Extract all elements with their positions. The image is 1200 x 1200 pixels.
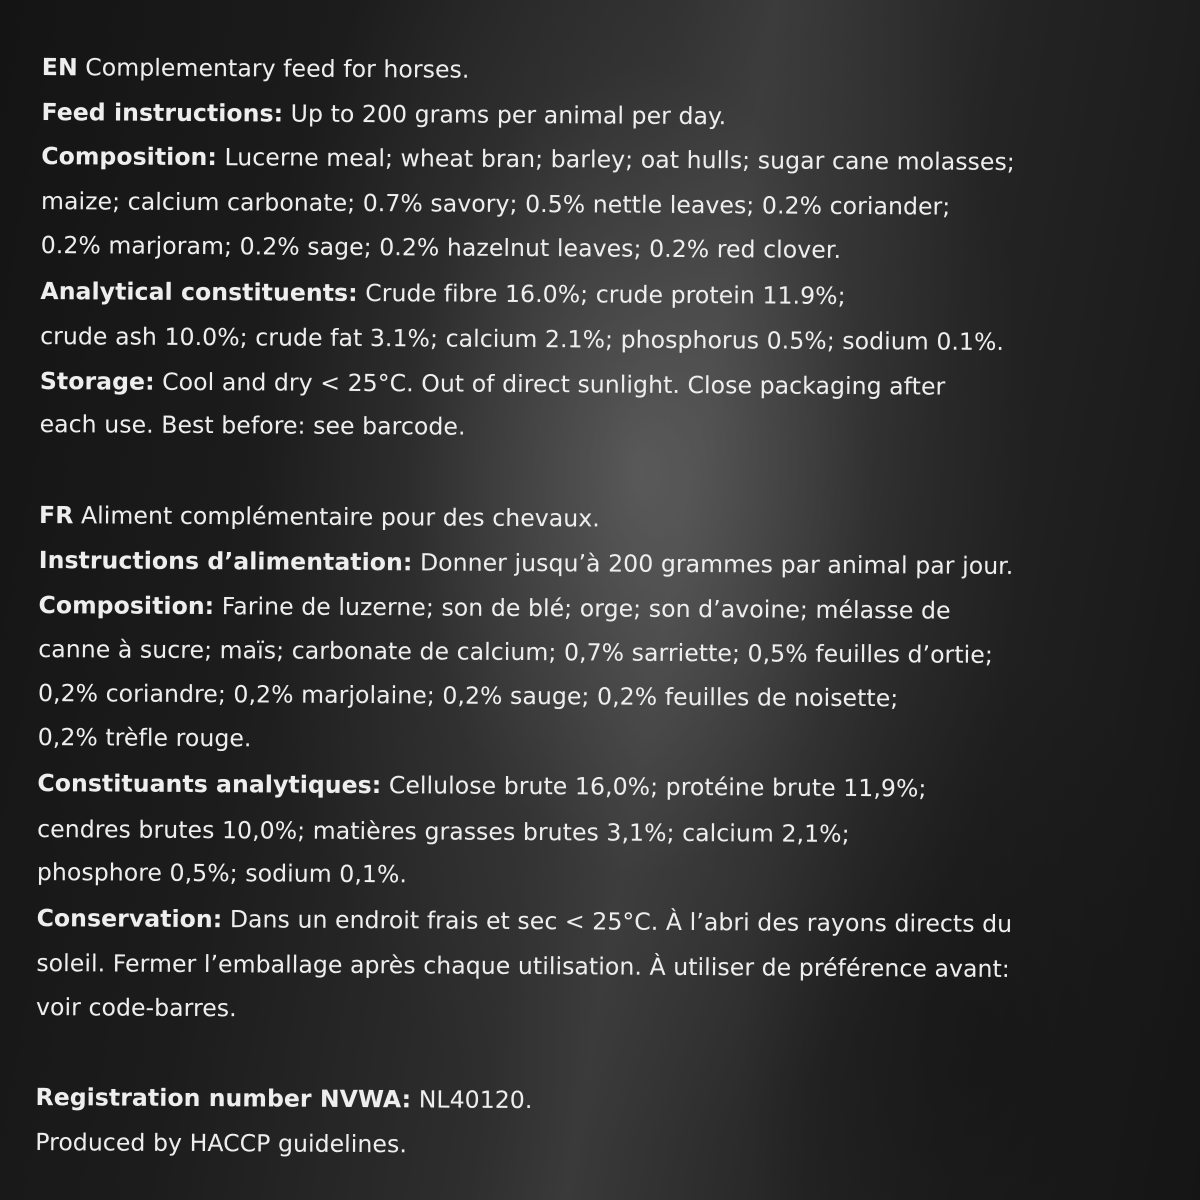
en-composition-line-1 <box>41 141 1015 177</box>
en-feed-instructions-line <box>41 97 726 131</box>
fr-analytical-label: Constituants analytiques: <box>37 768 382 800</box>
en-feed-text: Up to 200 grams per animal per day. <box>290 99 727 131</box>
en-composition-line-3: 0.2% marjoram; 0.2% sage; 0.2% hazelnut leaves; 0.2% red clover. <box>40 231 842 264</box>
en-composition-line-2: maize; calcium carbonate; 0.7% savory; 0.5% nettle leaves; 0.2% coriander; <box>40 187 951 221</box>
fr-composition-line-4: 0,2% trèfle rouge. <box>37 722 252 753</box>
fr-title: Aliment complémentaire pour des chevaux. <box>80 501 601 533</box>
fr-feed-text: Donner jusqu’à 200 grammes par animal par jour. <box>419 548 1014 580</box>
fr-lang-code: FR <box>39 501 74 530</box>
en-feed-label: Feed instructions: <box>41 98 284 128</box>
fr-feed-instructions-line <box>39 545 1014 581</box>
en-analytical-text-1: Crude fibre 16.0%; crude protein 11.9%; <box>365 278 846 310</box>
registration-line <box>35 1082 532 1115</box>
en-title: Complementary feed for horses. <box>85 53 470 84</box>
en-composition-label: Composition: <box>41 142 218 172</box>
en-storage-line-2: each use. Best before: see barcode. <box>39 410 466 441</box>
en-storage-line-1 <box>40 366 946 402</box>
registration-label: Registration number NVWA: <box>35 1082 412 1114</box>
fr-storage-label: Conservation: <box>36 903 223 934</box>
fr-composition-line-2: canne à sucre; maïs; carbonate de calcium; 0,7% sarriette; 0,5% feuilles d’ortie; <box>38 635 993 669</box>
fr-composition-label: Composition: <box>38 591 215 621</box>
fr-analytical-line-3: phosphore 0,5%; sodium 0,1%. <box>36 857 408 889</box>
fr-storage-line-2: soleil. Fermer l’emballage après chaque utilisation. À utiliser de préférence avant: <box>36 948 1010 983</box>
fr-analytical-text-1: Cellulose brute 16,0%; protéine brute 11,9%; <box>388 771 927 803</box>
fr-analytical-line-1 <box>37 768 926 803</box>
en-lang-code: EN <box>41 53 78 82</box>
en-storage-label: Storage: <box>39 367 155 396</box>
fr-storage-line-3: voir code-barres. <box>36 992 237 1023</box>
en-analytical-label: Analytical constituents: <box>40 277 358 307</box>
en-title-line <box>42 52 470 85</box>
fr-storage-line-1 <box>37 903 1013 939</box>
en-storage-text-1: Cool and dry < 25°C. Out of direct sunlight. Close packaging after <box>162 367 946 401</box>
en-composition-text-1: Lucerne meal; wheat bran; barley; oat hulls; sugar cane molasses; <box>224 143 1015 176</box>
en-analytical-line-2: crude ash 10.0%; crude fat 3.1%; calcium 2.1%; phosphorus 0.5%; sodium 0.1%. <box>40 322 1005 356</box>
fr-title-line <box>39 500 600 533</box>
fr-analytical-line-2: cendres brutes 10,0%; matières grasses brutes 3,1%; calcium 2,1%; <box>37 814 850 848</box>
fr-storage-text-1: Dans un endroit frais et sec < 25°C. À l’abri des rayons directs du <box>229 905 1013 938</box>
fr-composition-line-1 <box>38 590 950 626</box>
fr-composition-text-1: Farine de luzerne; son de blé; orge; son d’avoine; mélasse de <box>221 592 951 625</box>
registration-value: NL40120. <box>418 1085 533 1115</box>
fr-composition-line-3: 0,2% coriandre; 0,2% marjolaine; 0,2% sauge; 0,2% feuilles de noisette; <box>37 679 899 713</box>
fr-feed-label: Instructions d’alimentation: <box>38 546 413 577</box>
en-analytical-line-1 <box>40 276 845 311</box>
haccp-line: Produced by HACCP guidelines. <box>35 1127 408 1159</box>
